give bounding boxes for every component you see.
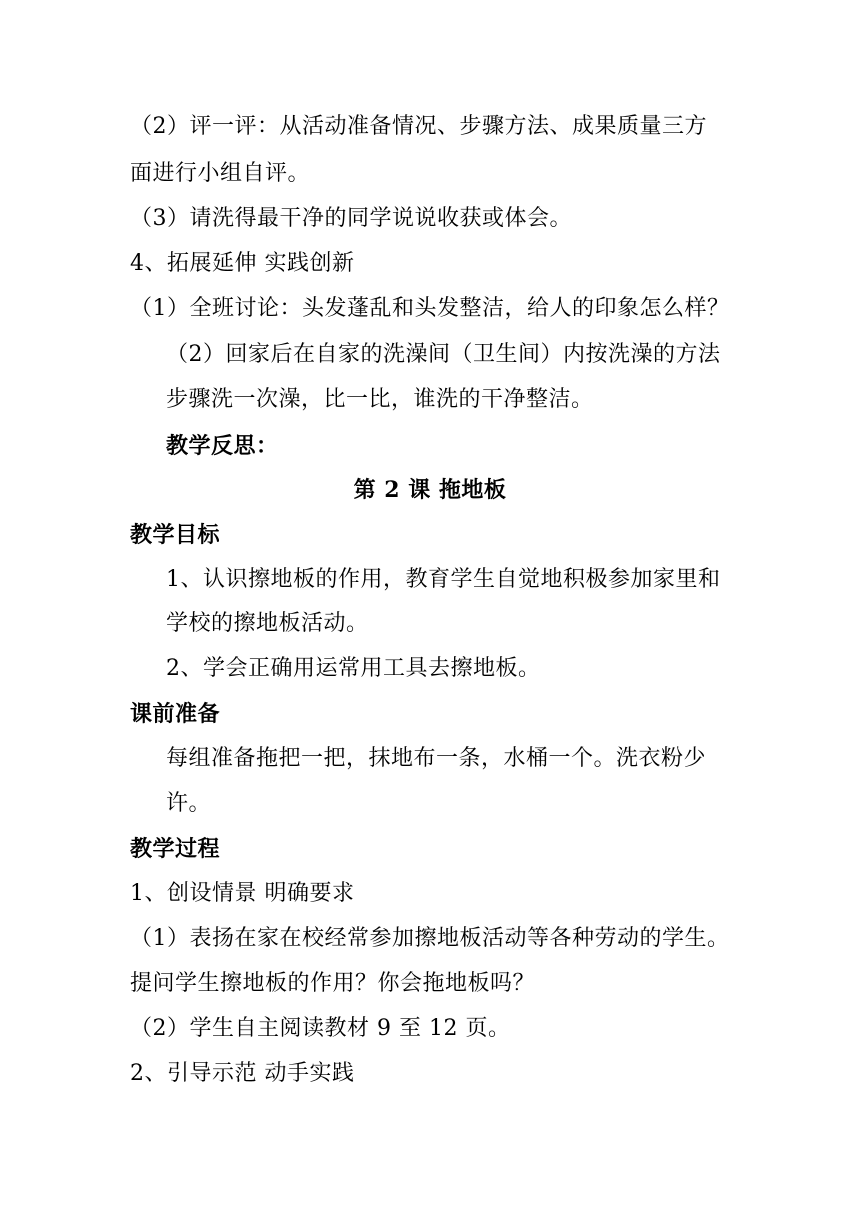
reflection-label: 教学反思：: [166, 433, 279, 459]
preparation-heading: 课前准备: [130, 701, 221, 727]
objective1-line1: 1、认识擦地板的作用，教育学生自觉地积极参加家里和: [166, 567, 721, 592]
step1-item1-line1: （1）表扬在家在校经常参加擦地板活动等各种劳动的学生。: [130, 926, 730, 951]
preparation-line1: 每组准备拖把一把，抹地布一条，水桶一个。洗衣粉少: [166, 746, 707, 771]
ext-item2-line1: （2）回家后在自家的洗澡间（卫生间）内按洗澡的方法: [166, 342, 721, 367]
preparation-line2: 许。: [166, 791, 212, 816]
section4-heading: 4、拓展延伸 实践创新: [130, 251, 355, 276]
step1-heading: 1、创设情景 明确要求: [130, 881, 355, 906]
step2-heading: 2、引导示范 动手实践: [130, 1061, 355, 1086]
objective2: 2、学会正确用运常用工具去擦地板。: [166, 656, 541, 681]
step1-item1-line2: 提问学生擦地板的作用？你会拖地板吗？: [130, 971, 536, 996]
step1-item2: （2）学生自主阅读教材 9 至 12 页。: [130, 1016, 511, 1041]
lesson-title: 第 2 课 拖地板: [353, 477, 507, 503]
eval-item2-line2: 面进行小组自评。: [130, 161, 311, 186]
objective1-line2: 学校的擦地板活动。: [166, 611, 369, 636]
ext-item1: （1）全班讨论：头发蓬乱和头发整洁，给人的印象怎么样？: [130, 296, 730, 321]
ext-item2-line2: 步骤洗一次澡，比一比，谁洗的干净整洁。: [166, 387, 594, 412]
eval-item2-line1: （2）评一评：从活动准备情况、步骤方法、成果质量三方: [130, 114, 707, 139]
process-heading: 教学过程: [130, 836, 221, 862]
objectives-heading: 教学目标: [130, 522, 221, 548]
eval-item3: （3）请洗得最干净的同学说说收获或体会。: [130, 206, 572, 231]
